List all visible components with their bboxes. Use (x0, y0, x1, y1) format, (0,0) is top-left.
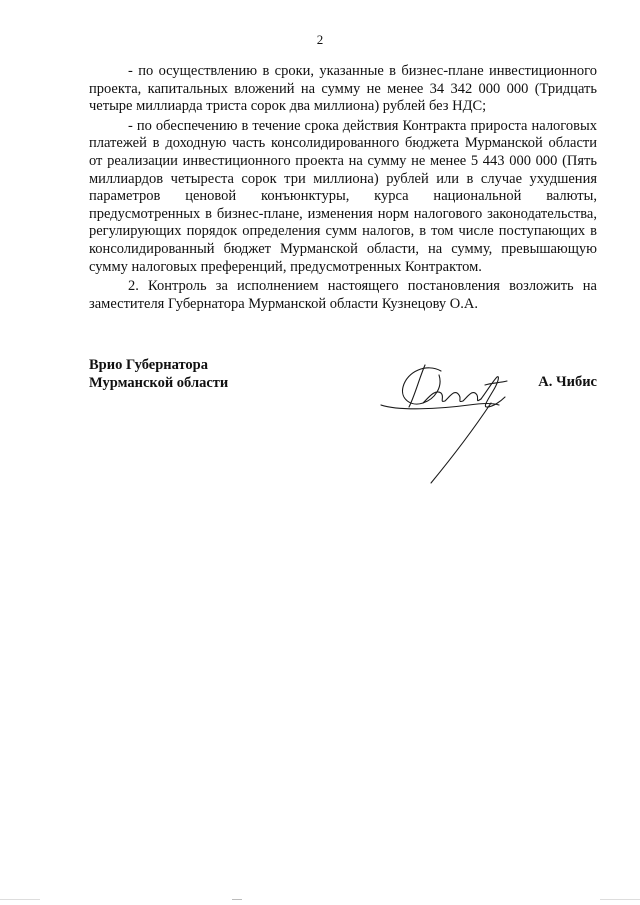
paragraph-tax-payments: - по обеспечению в течение срока действия Контракта прироста налоговых платежей в доходную часть консолидированного бюджета Мурманской области от реализации инвестиционного проекта на сумму не менее 5 443 000 000 (Пять миллиардов четыреста сорок три миллиона) рублей или в случае ухудшения параметров ценовой конъюнктуры, курса национальной валюты, предусмотренных в бизнес-плане, изменения норм налогового законодательства, регулирующих порядок определения сумм налогов, в том числе поступающих в консолидированный бюджет Мурманской области, на сумму, превышающую сумму налоговых преференций, предусмотренных Контрактом. (89, 117, 597, 275)
scan-mark (0, 899, 40, 900)
signer-title-line-1: Врио Губернатора (89, 357, 208, 373)
scan-mark (232, 899, 242, 900)
signer-title-line-2: Мурманской области (89, 374, 229, 391)
page-number: 2 (316, 32, 324, 47)
signer-title (89, 357, 228, 392)
signer-name: А. Чибис (538, 374, 597, 390)
signature-block (89, 357, 597, 487)
document-body (89, 63, 597, 313)
handwritten-signature (379, 357, 519, 487)
paragraph-capital-investment: - по осуществлению в сроки, указанные в бизнес-плане инвестиционного проекта, капитальных вложений на сумму не менее 34 342 000 000 (Тридцать четыре миллиарда триста сорок два миллиона) рублей без НДС; (89, 63, 597, 115)
scan-mark (600, 899, 640, 900)
paragraph-control: 2. Контроль за исполнением настоящего постановления возложить на заместителя Губернатора Мурманской области Кузнецову О.А. (89, 278, 597, 312)
